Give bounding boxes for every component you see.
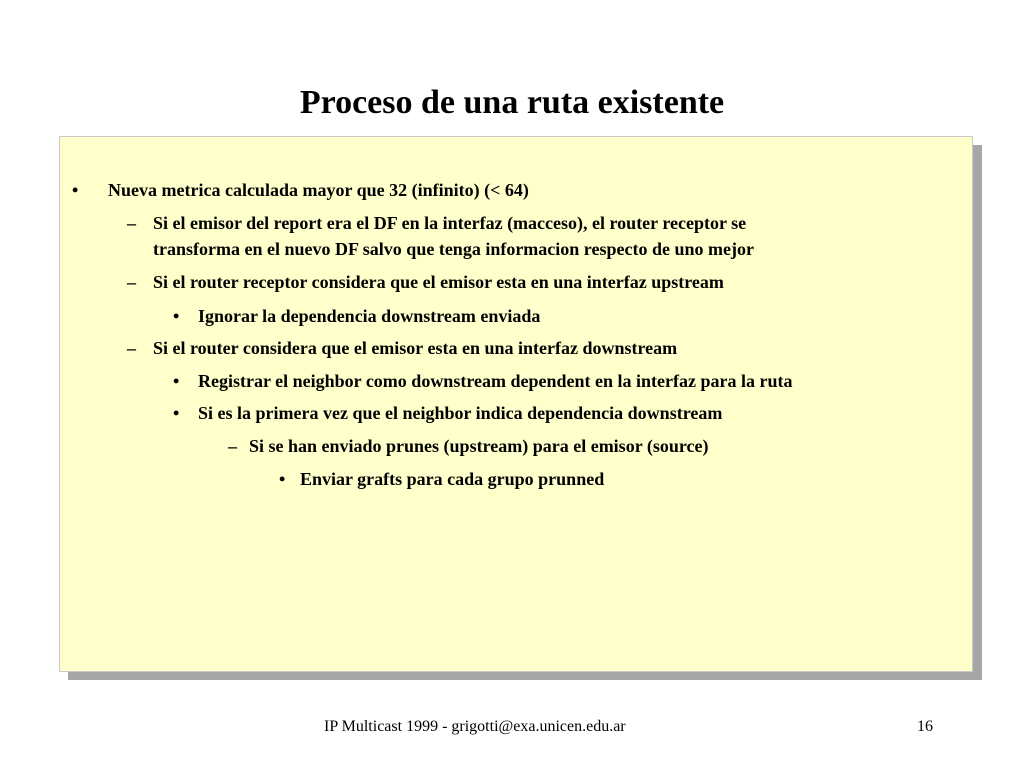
bullet-level3-text: Ignorar la dependencia downstream enviada [198, 306, 541, 326]
dash-level2-text-line1: Si el emisor del report era el DF en la interfaz (macceso), el router receptor se [153, 213, 747, 233]
dash-marker: – [127, 272, 136, 292]
bullet-level5-text: Enviar grafts para cada grupo prunned [300, 469, 605, 489]
bullet-marker: • [72, 180, 79, 200]
dash-level2-text: Si el router receptor considera que el emisor esta en una interfaz upstream [153, 272, 724, 292]
dash-level2-text: Si el router considera que el emisor esta en una interfaz downstream [153, 338, 678, 358]
bullet-marker: • [279, 469, 286, 489]
bullet-marker: • [173, 306, 180, 326]
bullet-level3-text: Si es la primera vez que el neighbor indica dependencia downstream [198, 403, 723, 423]
footer-text: IP Multicast 1999 - grigotti@exa.unicen.edu.ar [324, 718, 626, 735]
dash-level4-text: Si se han enviado prunes (upstream) para el emisor (source) [249, 436, 709, 456]
dash-level2-text-line2: transforma en el nuevo DF salvo que tenga informacion respecto de uno mejor [153, 239, 754, 259]
page-number: 16 [917, 718, 933, 735]
dash-marker: – [127, 338, 136, 358]
dash-marker: – [127, 213, 136, 233]
bullet-level3-text: Registrar el neighbor como downstream dependent en la interfaz para la ruta [198, 371, 793, 391]
dash-marker: – [228, 436, 237, 456]
bullet-level1-text: Nueva metrica calculada mayor que 32 (infinito) (< 64) [108, 180, 529, 200]
bullet-marker: • [173, 403, 180, 423]
slide-title: Proceso de una ruta existente [299, 84, 725, 121]
bullet-marker: • [173, 371, 180, 391]
